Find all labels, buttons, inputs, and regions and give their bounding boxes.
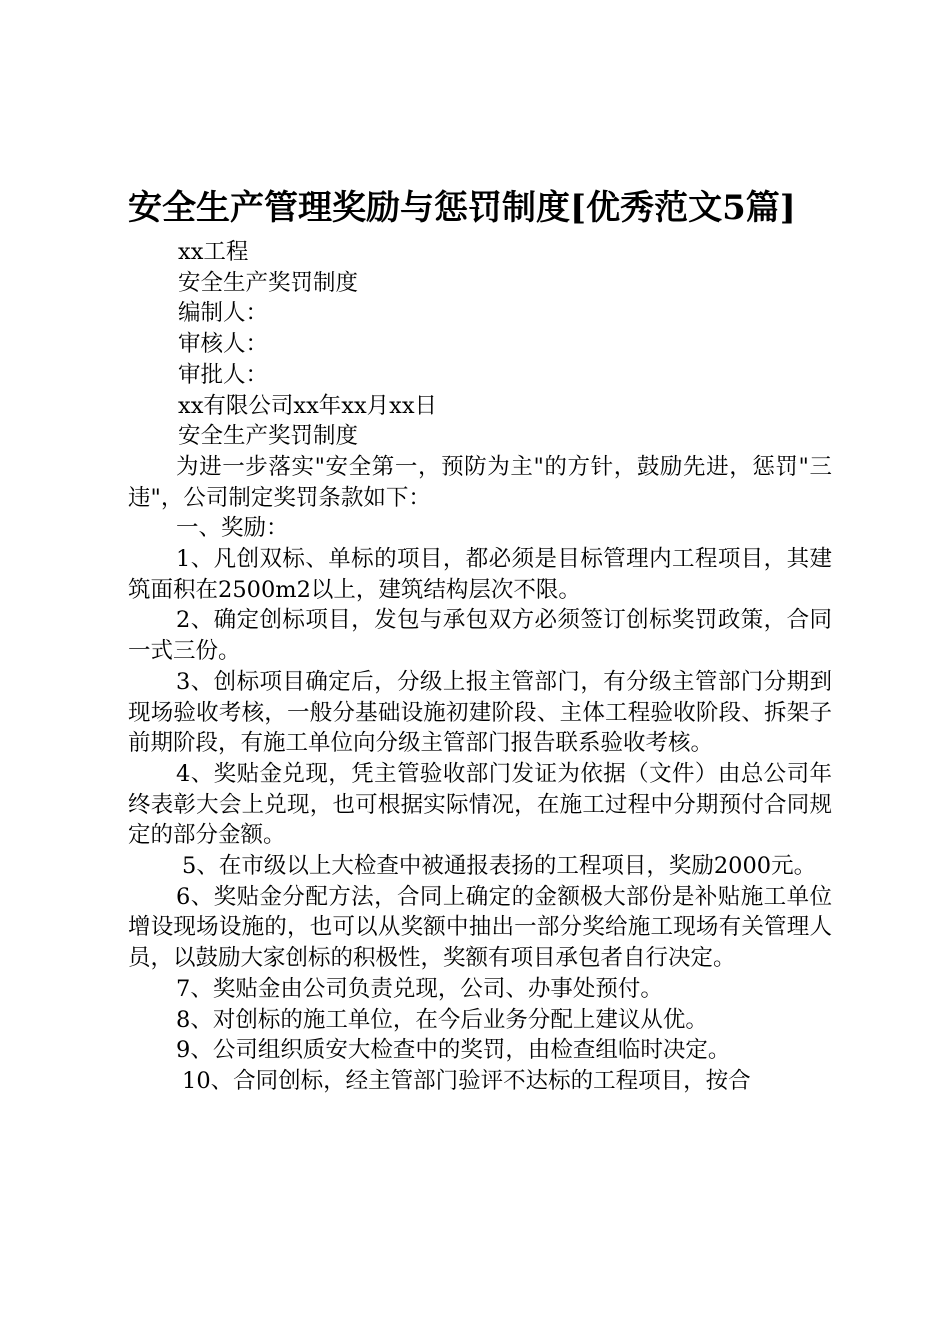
list-item: 6、奖贴金分配方法，合同上确定的金额极大部份是补贴施工单位增设现场设施的，也可以从奖额中抽出一部分奖给施工现场有关管理人员，以鼓励大家创标的积极性，奖额有项目承包者自行决定。 [128, 883, 832, 972]
project-name-line: xx工程 [178, 239, 249, 265]
reviewer-line: 审核人： [178, 331, 269, 358]
list-item: 4、奖贴金兑现，凭主管验收部门发证为依据（文件）由总公司年终表彰大会上兑现，也可根据实际情况，在施工过程中分期预付合同规定的部分金额。 [128, 760, 832, 849]
document-title: 安全生产管理奖励与惩罚制度[优秀范文5篇] [128, 188, 796, 228]
document-subtitle-line: 安全生产奖罚制度 [178, 269, 359, 296]
approver-line: 审批人： [178, 361, 269, 388]
list-item: 3、创标项目确定后，分级上报主管部门，有分级主管部门分期到现场验收考核，一般分基础设施初建阶段、主体工程验收阶段、拆架子前期阶段，有施工单位向分级主管部门报告联系验收考核。 [128, 668, 832, 757]
list-item: 2、确定创标项目，发包与承包双方必须签订创标奖罚政策，合同一式三份。 [128, 607, 832, 665]
compiler-line: 编制人： [178, 300, 269, 327]
section-heading: 一、奖励： [176, 515, 289, 542]
section-title-line: 安全生产奖罚制度 [178, 423, 359, 450]
list-item: 10、合同创标，经主管部门验评不达标的工程项目，按合 [182, 1067, 751, 1094]
company-date-line: xx有限公司xx年xx月xx日 [178, 392, 438, 419]
list-item: 8、对创标的施工单位，在今后业务分配上建议从优。 [176, 1006, 708, 1033]
document-body [128, 237, 832, 1097]
list-item: 1、凡创双标、单标的项目，都必须是目标管理内工程项目，其建筑面积在2500m2以上，建筑结构层次不限。 [128, 546, 832, 603]
list-item: 7、奖贴金由公司负责兑现，公司、办事处预付。 [176, 975, 663, 1002]
intro-paragraph: 为进一步落实"安全第一，预防为主"的方针，鼓励先进，惩罚"三违"，公司制定奖罚条款如下： [128, 453, 832, 511]
list-item: 5、在市级以上大检查中被通报表扬的工程项目，奖励2000元。 [182, 853, 817, 880]
list-item: 9、公司组织质安大检查中的奖罚，由检查组临时决定。 [176, 1037, 731, 1064]
cover-block [128, 237, 832, 452]
